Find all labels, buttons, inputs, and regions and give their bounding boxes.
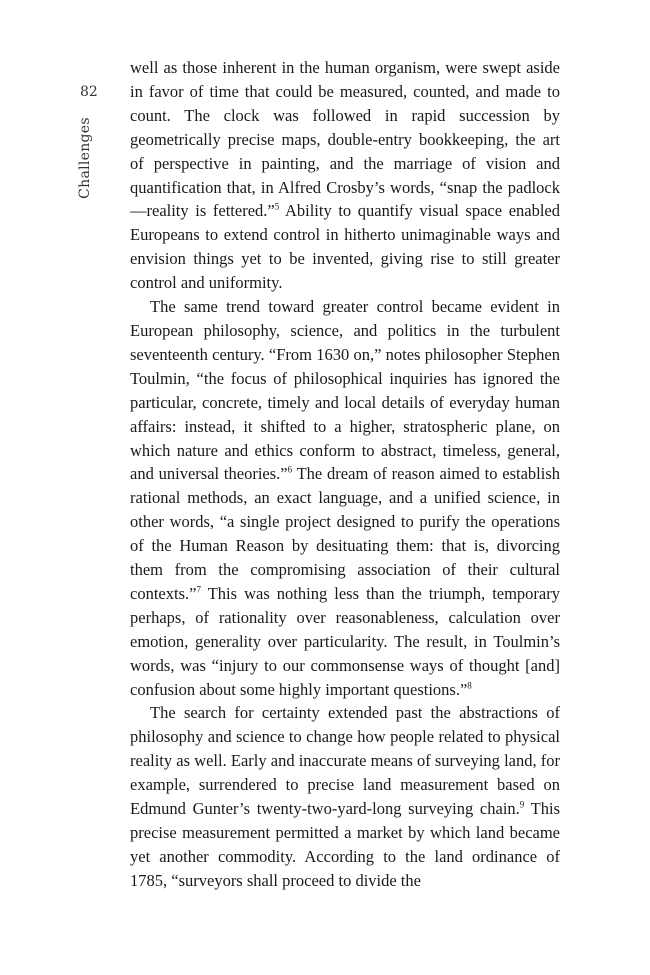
paragraph (130, 701, 560, 892)
paragraph (130, 295, 560, 701)
footnote-ref-9[interactable]: 9 (519, 799, 525, 810)
body-text (130, 56, 560, 893)
paragraph-text: The same trend toward greater control became evident in European philosophy, science, and politics in the turbulent seventeenth century. “From 1630 on,” notes philosopher Stephen Toulmin, “the focus of philosophical inquiries has ignored the particular, concrete, timely and local details of everyday human affairs: instead, it shifted to a higher, stratospheric plane, on which nature and ethics conform to abstract, timeless, general, and universal theories.” (130, 297, 560, 484)
paragraph-text: The dream of reason aimed to establish rational methods, an exact language, and a unified science, in other words, “a single project designed to purify the operations of the Human Reason by desituating them: that is, divorcing them from the compromising association of their cultural contexts.” (130, 464, 560, 603)
footnote-ref-6[interactable]: 6 (287, 464, 293, 475)
footnote-ref-8[interactable]: 8 (467, 680, 472, 691)
paragraph-text: This precise measurement permitted a market by which land became yet another commodity. According to the land ordinance of 1785, “surveyors shall proceed to divide the (130, 799, 560, 890)
footnote-ref-7[interactable]: 7 (196, 584, 201, 595)
running-head: Challenges (77, 117, 93, 199)
footnote-ref-5[interactable]: 5 (274, 201, 280, 212)
paragraph-text: Ability to quantify visual space enabled Europeans to extend control in hitherto unimaginable ways and envision things yet to be invented, giving rise to still greater control and uniformity. (130, 201, 560, 293)
paragraph-text: well as those inherent in the human organism, were swept aside in favor of time that could be measured, counted, and made to count. The clock was followed in rapid succession by geometrically precise maps, double-entry bookkeeping, the art of perspective in painting, and the marriage of vision and quantification that, in Alfred Crosby’s words, “snap the padlock—reality is fettered.” (130, 58, 560, 221)
paragraph-text: This was nothing less than the triumph, temporary perhaps, of rationality over reasonableness, calculation over emotion, generality over particularity. The result, in Toulmin’s words, was “injury to our commonsense ways of thought [and] confusion about some highly important questions.” (130, 583, 560, 699)
page-number: 82 (80, 84, 98, 100)
paragraph-continued (130, 56, 560, 295)
paragraph-text: The search for certainty extended past the abstractions of philosophy and science to change how people related to physical reality as well. Early and inaccurate means of surveying land, for example, surrendered to precise land measurement based on Edmund Gunter’s twenty-two-yard-long surveying chain. (130, 703, 560, 819)
